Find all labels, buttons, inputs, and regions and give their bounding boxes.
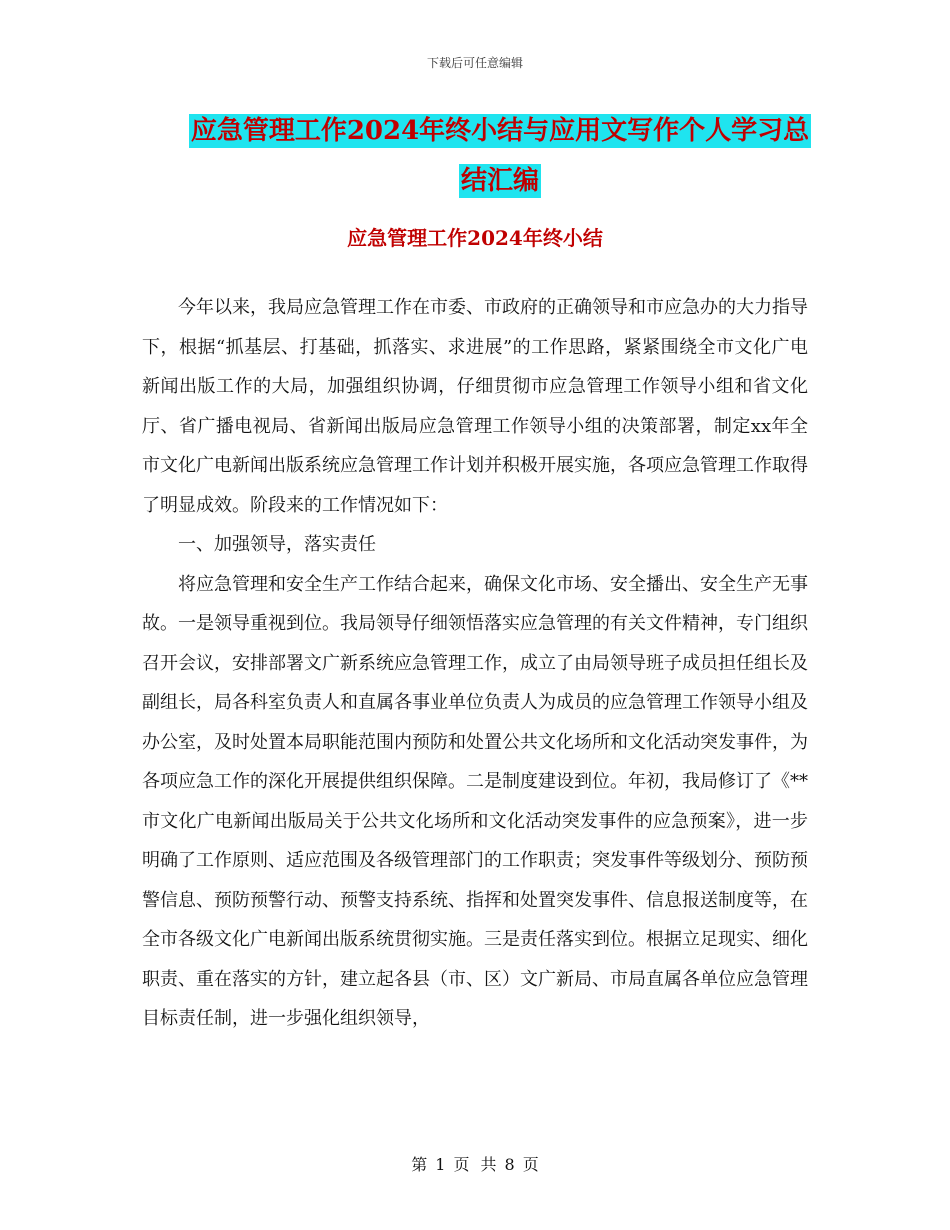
section-title: 应急管理工作2024年终小结 — [347, 226, 603, 250]
paragraph-intro: 今年以来，我局应急管理工作在市委、市政府的正确领导和市应急办的大力指导下，根据“抓基层、打基础，抓落实、求进展”的工作思路，紧紧围绕全市文化广电新闻出版工作的大局，加强组织协调，仔细贯彻市应急管理工作领导小组和省文化厅、省广播电视局、省新闻出版局应急管理工作领导小组的决策部署，制定xx年全市文化广电新闻出版系统应急管理工作计划并积极开展实施，各项应急管理工作取得了明显成效。阶段来的工作情况如下： — [142, 297, 808, 516]
page-label-prefix: 第 — [411, 1155, 428, 1174]
document-body — [142, 288, 808, 1039]
page-total: 8 — [504, 1155, 515, 1174]
document-title-line-2: 结汇编 — [460, 166, 539, 196]
page-label-mid: 页 共 — [453, 1155, 497, 1174]
document-title-line-1: 应急管理工作2024年终小结与应用文写作个人学习总 — [190, 116, 810, 146]
paragraph-body-1: 将应急管理和安全生产工作结合起来，确保文化市场、安全播出、安全生产无事故。一是领导重视到位。我局领导仔细领悟落实应急管理的有关文件精神，专门组织召开会议，安排部署文广新系统应急管理工作，成立了由局领导班子成员担任组长及副组长，局各科室负责人和直属各事业单位负责人为成员的应急管理工作领导小组及办公室，及时处置本局职能范围内预防和处置公共文化场所和文化活动突发事件，为各项应急工作的深化开展提供组织保障。二是制度建设到位。年初，我局修订了《**市文化广电新闻出版局关于公共文化场所和文化活动突发事件的应急预案》，进一步明确了工作原则、适应范围及各级管理部门的工作职责；突发事件等级划分、预防预警信息、预防预警行动、预警支持系统、指挥和处置突发事件、信息报送制度等，在全市各级文化广电新闻出版系统贯彻实施。三是责任落实到位。根据立足现实、细化职责、重在落实的方针，建立起各县（市、区）文广新局、市局直属各单位应急管理目标责任制，进一步强化组织领导， — [142, 573, 808, 1029]
header-note: 下载后可任意编辑 — [426, 56, 523, 70]
page-label-suffix: 页 — [522, 1155, 539, 1174]
page-current: 1 — [435, 1155, 446, 1174]
document-title — [180, 106, 820, 206]
paragraph-heading-1: 一、加强领导，落实责任 — [178, 534, 376, 555]
page-footer — [0, 1152, 950, 1175]
